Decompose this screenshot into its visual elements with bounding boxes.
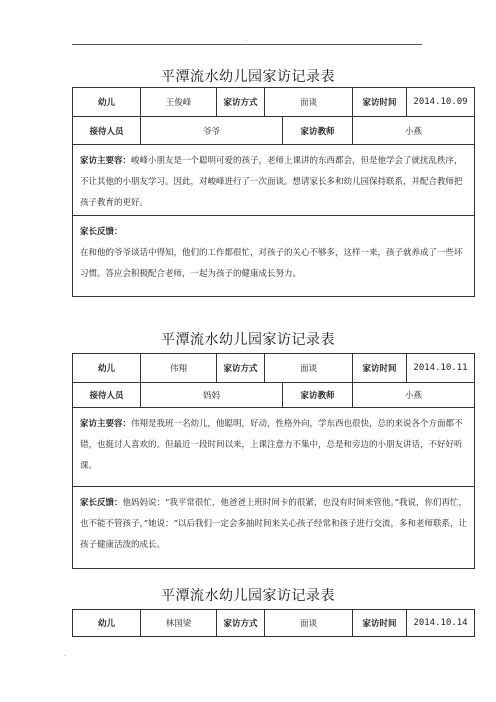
visit-date: 2014.10.09 bbox=[413, 97, 468, 107]
receiver-value: 爷爷 bbox=[141, 117, 283, 144]
method-label: 家访方式 bbox=[217, 88, 265, 116]
child-name: 王俊峰 bbox=[141, 88, 217, 116]
method-value: 面谈 bbox=[265, 354, 353, 382]
feedback-block bbox=[73, 487, 474, 568]
header-rule bbox=[72, 44, 422, 45]
page-title: 平潭流水幼儿园家访记录表 bbox=[161, 588, 335, 604]
page-title: 平潭流水幼儿园家访记录表 bbox=[161, 69, 335, 85]
receiver-label: 接待人员 bbox=[73, 383, 141, 407]
main-content-label: 家访主要容： bbox=[80, 156, 132, 166]
teacher-label: 家访教师 bbox=[283, 117, 353, 144]
time-label: 家访时间 bbox=[353, 610, 407, 636]
time-label: 家访时间 bbox=[353, 354, 407, 382]
staff-row bbox=[73, 383, 474, 408]
footer-dot: . bbox=[64, 651, 66, 658]
visit-record-2 bbox=[72, 353, 475, 569]
visit-record-1 bbox=[72, 87, 475, 297]
main-content-label: 家访主要容： bbox=[80, 419, 132, 429]
receiver-label: 接待人员 bbox=[73, 117, 141, 144]
child-name: 伟翔 bbox=[141, 354, 217, 382]
time-label: 家访时间 bbox=[353, 88, 407, 116]
child-label: 幼儿 bbox=[73, 610, 141, 636]
staff-row bbox=[73, 117, 474, 145]
main-content-block bbox=[73, 408, 474, 487]
child-name: 林国梁 bbox=[141, 610, 217, 636]
feedback-label: 家长反馈： bbox=[80, 498, 123, 508]
info-row bbox=[73, 354, 474, 383]
method-value: 面谈 bbox=[265, 88, 353, 116]
visit-date: 2014.10.14 bbox=[413, 618, 468, 628]
child-label: 幼儿 bbox=[73, 88, 141, 116]
method-value: 面谈 bbox=[265, 610, 353, 636]
method-label: 家访方式 bbox=[217, 610, 265, 636]
info-row bbox=[73, 610, 474, 636]
teacher-value: 小燕 bbox=[404, 126, 422, 137]
method-label: 家访方式 bbox=[217, 354, 265, 382]
receiver-value: 妈妈 bbox=[141, 383, 283, 407]
feedback-block bbox=[73, 216, 474, 296]
main-content-text: 峻峰小朋友是一个聪明可爱的孩子，老师上课讲的东西都会，但是他学会了就扰乱秩序，不让其他的小朋友学习。因此，对峻峰进行了一次面谈。想请家长多和幼儿园保持联系，并配合教师把孩子教育的更好。 bbox=[80, 156, 463, 208]
feedback-text: 在和他的爷爷谈话中得知，他们的工作都很忙，对孩子的关心不够多，这样一来，孩子就养成了一些坏习惯。答应会积极配合老师，一起为孩子的健康成长努力。 bbox=[80, 248, 463, 279]
visit-record-3 bbox=[72, 609, 475, 637]
main-content-block bbox=[73, 145, 474, 216]
info-row bbox=[73, 88, 474, 117]
visit-date: 2014.10.11 bbox=[413, 363, 468, 373]
feedback-text: 他妈妈说：“我平常很忙，他爸爸上班时间卡的很紧，也没有时间来管他。”我说，你们再忙，也不能不管孩子，”她说：“以后我们一定会多抽时间来关心孩子经常和孩子进行交流，多和老师联系，让孩子健康活泼的成长。 bbox=[80, 498, 467, 550]
teacher-value: 小燕 bbox=[404, 391, 422, 401]
child-label: 幼儿 bbox=[73, 354, 141, 382]
main-content-text: 伟翔是我班一名幼儿，他聪明，好动，性格外向，学东西也很快，总的来说各个方面都不错，也挺讨人喜欢的。但最近一段时间以来，上课注意力不集中，总是和旁边的小朋友讲话，不好好听课。 bbox=[80, 419, 463, 471]
teacher-label: 家访教师 bbox=[283, 383, 353, 407]
page-title: 平潭流水幼儿园家访记录表 bbox=[161, 332, 335, 348]
feedback-label: 家长反馈： bbox=[80, 227, 123, 237]
header-dot: . bbox=[245, 36, 247, 43]
